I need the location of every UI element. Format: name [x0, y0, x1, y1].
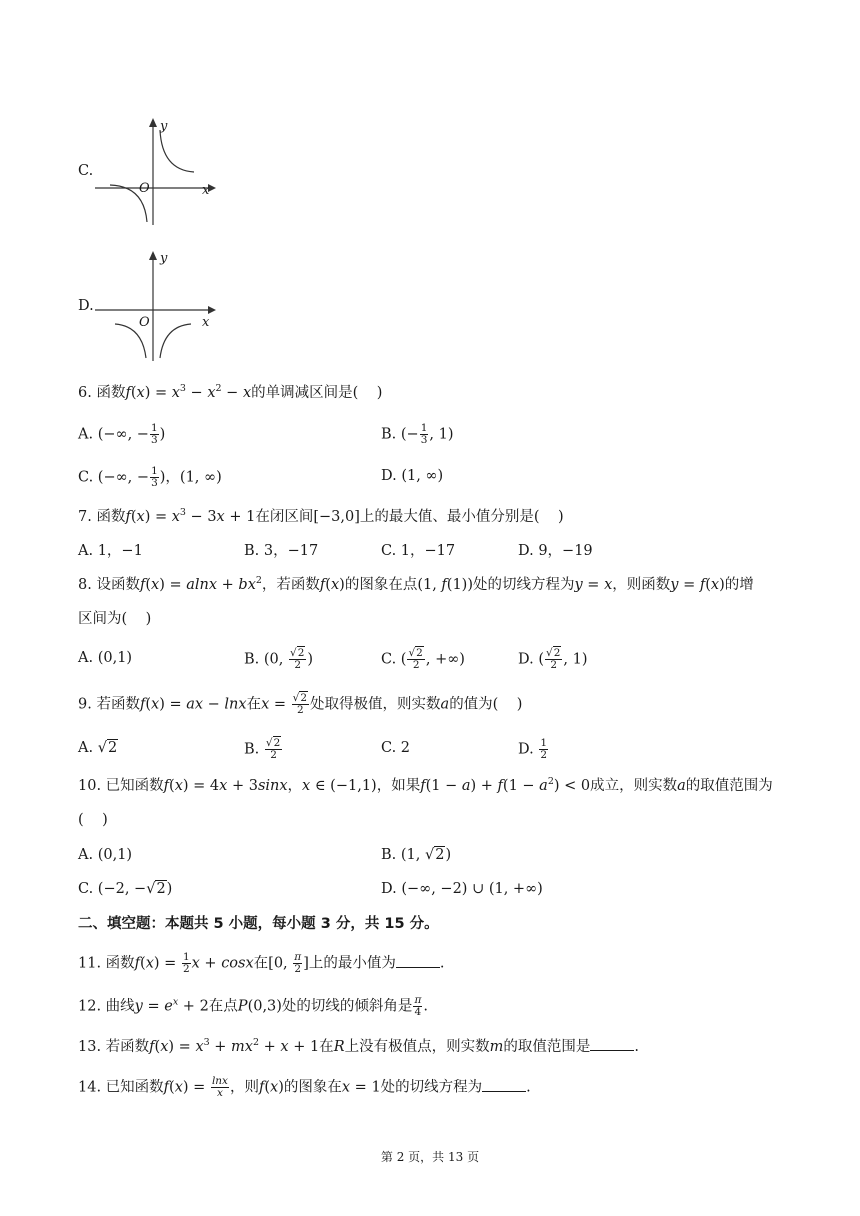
q14-answer-blank[interactable] [482, 1077, 526, 1092]
figure-d-label: D. [78, 298, 94, 314]
question-10-line-1: 10. 已知函数f(x) = 4x + 3sinx，x ∈ (−1,1)，如果$f(1 - a) + f(1 - a^2) < 0$成立，则实数a的取值范围为 [78, 776, 773, 794]
q13-answer-blank[interactable] [590, 1036, 634, 1051]
q8-option-a[interactable]: A. (0,1) [78, 650, 133, 666]
q9-option-d[interactable]: D. $\frac{1}{2}$ [518, 737, 548, 761]
q9-option-c[interactable]: C. 2 [381, 740, 411, 756]
q7-option-b[interactable]: B. 3，−17 [244, 543, 319, 559]
q7-option-d[interactable]: D. 9，−19 [518, 543, 593, 559]
graph-c-y-label: y [160, 119, 168, 134]
graph-d-x-arrow [208, 306, 216, 314]
graph-c-reciprocal [90, 110, 230, 230]
q6-option-b[interactable]: B. (− $\frac{1}{3}$ , 1) [381, 422, 454, 446]
question-7: 7. 函数$f(x) = x^3 - 3x + 1$在闭区间[−3,0]上的最大值、最小值分别是( ) [78, 507, 564, 525]
q10-option-b[interactable]: B. (1, √2) [381, 847, 452, 863]
graph-c-y-arrow [149, 118, 157, 127]
question-13: 13. 若函数$f(x) = x^3 + mx^2 + x + 1$在R上没有极值点，则实数m的取值范围是 . [78, 1037, 639, 1055]
question-8-line-1: 8. 设函数$f(x) = alnx + bx^2$，若函数f(x)的图象在点(1, f(1))处的切线方程为y = x，则函数y = f(x)的增 [78, 575, 754, 593]
q9-option-a[interactable]: A. √2 [78, 740, 118, 756]
question-8-line-2: 区间为( ) [78, 611, 152, 627]
page-footer: 第 2 页，共 13 页 [380, 1150, 480, 1164]
graph-d-x-label: x [202, 315, 210, 330]
graph-d-y-label: y [160, 251, 168, 266]
q10-option-d[interactable]: D. (−∞, −2) ∪ (1, +∞) [381, 881, 543, 897]
graph-d-reciprocal-square [90, 246, 230, 366]
graph-c-origin: O [139, 181, 150, 196]
graph-c-branch-1 [160, 130, 194, 172]
question-12: 12. 曲线$y = e^x + 2$在点P(0,3)处的切线的倾斜角是 $\frac{\pi}{4}$ . [78, 994, 428, 1018]
q10-option-c[interactable]: C. (−2, −√2) [78, 881, 173, 897]
question-10-line-2: ( ) [78, 812, 108, 828]
graph-d-origin: O [139, 315, 150, 330]
q6-option-a[interactable]: A. (−∞, − $\frac{1}{3}$ ) [78, 422, 166, 446]
q8-option-b[interactable]: B. (0, $\frac{√2}{2}$ ) [244, 647, 314, 671]
q9-option-b[interactable]: B. $\frac{√2}{2}$ [244, 737, 281, 761]
q10-option-a[interactable]: A. (0,1) [78, 847, 133, 863]
q8-option-c[interactable]: C. ( $\frac{√2}{2}$ , +∞) [381, 647, 465, 671]
figure-c-label: C. [78, 163, 94, 179]
question-14: 14. 已知函数f(x) = $\frac{\ln x}{x}$ ，则f(x)的图象在x = 1处的切线方程为 . [78, 1075, 531, 1099]
graph-c-x-label: x [202, 183, 210, 198]
q6-option-d[interactable]: D. (1, ∞) [381, 468, 444, 484]
q7-option-c[interactable]: C. 1，−17 [381, 543, 456, 559]
graph-d-branch-right [160, 324, 191, 358]
q7-option-a[interactable]: A. 1，−1 [78, 543, 143, 559]
q8-option-d[interactable]: D. ( $\frac{√2}{2}$ , 1) [518, 647, 588, 671]
q11-answer-blank[interactable] [396, 953, 440, 968]
question-6: 6. 函数$f(x) = x^3 - x^2 - x$的单调减区间是( ) [78, 383, 383, 401]
question-9: 9. 若函数f(x) = ax − lnx在x = $\frac{√2}{2}$ 处取得极值，则实数a的值为( ) [78, 692, 523, 716]
graph-d-y-arrow [149, 251, 157, 260]
question-11: 11. 函数f(x) = $\frac{1}{2}$ x + cosx在[0, $\frac{\pi}{2}$ ]上的最小值为 . [78, 951, 445, 975]
section-two-heading: 二、填空题：本题共 5 小题，每小题 3 分，共 15 分。 [78, 916, 439, 932]
q6-option-c[interactable]: C. (−∞, − $\frac{1}{3}$ )，(1, ∞) [78, 465, 222, 489]
